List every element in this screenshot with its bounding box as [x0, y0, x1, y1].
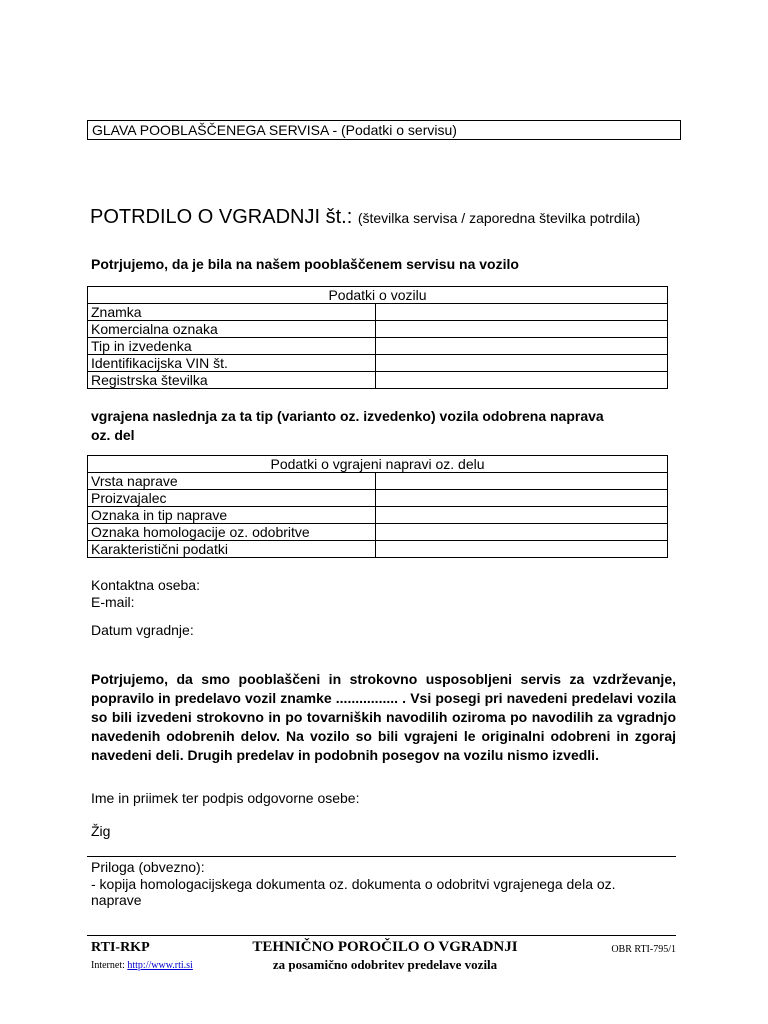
divider-line — [87, 856, 676, 857]
footer-divider — [87, 935, 676, 936]
email-label: E-mail: — [91, 594, 135, 610]
row-label: Tip in izvedenka — [88, 338, 376, 355]
row-label: Oznaka in tip naprave — [88, 507, 376, 524]
table-row — [88, 372, 668, 389]
row-value-field[interactable] — [376, 507, 668, 524]
mid-text — [91, 407, 604, 445]
footer-code: RTI-RKP — [91, 940, 150, 955]
stamp-label: Žig — [91, 823, 111, 839]
attachment-label: Priloga (obvezno): — [91, 859, 205, 875]
form-code: OBR RTI-795/1 — [611, 944, 676, 955]
internet-link[interactable]: http://www.rti.si — [127, 960, 193, 971]
installation-date-label: Datum vgradnje: — [91, 622, 194, 638]
title-main: POTRDILO O VGRADNJI št.: — [90, 206, 353, 228]
service-header-box: GLAVA POOBLAŠČENEGA SERVISA - (Podatki o servisu) — [87, 120, 681, 140]
row-label: Registrska številka — [88, 372, 376, 389]
row-value-field[interactable] — [376, 355, 668, 372]
row-label: Oznaka homologacije oz. odobritve — [88, 524, 376, 541]
row-value-field[interactable] — [376, 541, 668, 558]
row-value-field[interactable] — [376, 372, 668, 389]
vehicle-data-table — [87, 286, 668, 389]
table-row — [88, 355, 668, 372]
row-label: Karakteristični podatki — [88, 541, 376, 558]
contact-person-label: Kontaktna oseba: — [91, 577, 200, 593]
table-row — [88, 338, 668, 355]
footer-internet — [91, 960, 193, 971]
row-label: Proizvajalec — [88, 490, 376, 507]
table-row — [88, 490, 668, 507]
signature-label: Ime in priimek ter podpis odgovorne osebe: — [91, 790, 360, 806]
footer-title: TEHNIČNO POROČILO O VGRADNJI — [252, 939, 518, 955]
vehicle-table-header: Podatki o vozilu — [88, 287, 668, 304]
row-value-field[interactable] — [376, 338, 668, 355]
table-row — [88, 304, 668, 321]
mid-text-line2: oz. del — [91, 427, 135, 443]
attachment-item-line1: - kopija homologacijskega dokumenta oz. dokumenta o odobritvi vgrajenega dela oz. — [91, 876, 616, 892]
declaration-paragraph: Potrjujemo, da smo pooblaščeni in strokovno usposobljeni servis za vzdrževanje, popravilo in predelavo vozil znamke ................ . Vsi posegi pri navedeni predelavi vozila so bili izvedeni strokovno in po tovarniških navodilih oziroma po navodilih za vgradnjo navedenih odobrenih delov. Na vozilo so bili vgrajeni le originalni odobreni in zgoraj navedeni deli. Drugih predelav in podobnih posegov na vozilu nismo izvedli. — [91, 671, 676, 763]
document-title — [90, 206, 640, 229]
title-subtitle: (številka servisa / zaporedna številka potrdila) — [357, 210, 641, 226]
row-label: Komercialna oznaka — [88, 321, 376, 338]
table-row — [88, 507, 668, 524]
internet-label: Internet: — [91, 960, 125, 971]
table-row — [88, 473, 668, 490]
table-row — [88, 524, 668, 541]
row-value-field[interactable] — [376, 490, 668, 507]
row-value-field[interactable] — [376, 304, 668, 321]
row-value-field[interactable] — [376, 321, 668, 338]
footer-subtitle: za posamično odobritev predelave vozila — [272, 957, 498, 972]
row-label: Identifikacijska VIN št. — [88, 355, 376, 372]
intro-text: Potrjujemo, da je bila na našem pooblaščenem servisu na vozilo — [91, 256, 519, 272]
device-table-header: Podatki o vgrajeni napravi oz. delu — [88, 456, 668, 473]
table-row — [88, 541, 668, 558]
mid-text-line1: vgrajena naslednja za ta tip (varianto oz. izvedenko) vozila odobrena naprava — [91, 408, 604, 424]
device-data-table — [87, 455, 668, 558]
attachment-item-line2: naprave — [91, 892, 142, 908]
row-value-field[interactable] — [376, 524, 668, 541]
row-label: Znamka — [88, 304, 376, 321]
row-label: Vrsta naprave — [88, 473, 376, 490]
row-value-field[interactable] — [376, 473, 668, 490]
table-row — [88, 321, 668, 338]
